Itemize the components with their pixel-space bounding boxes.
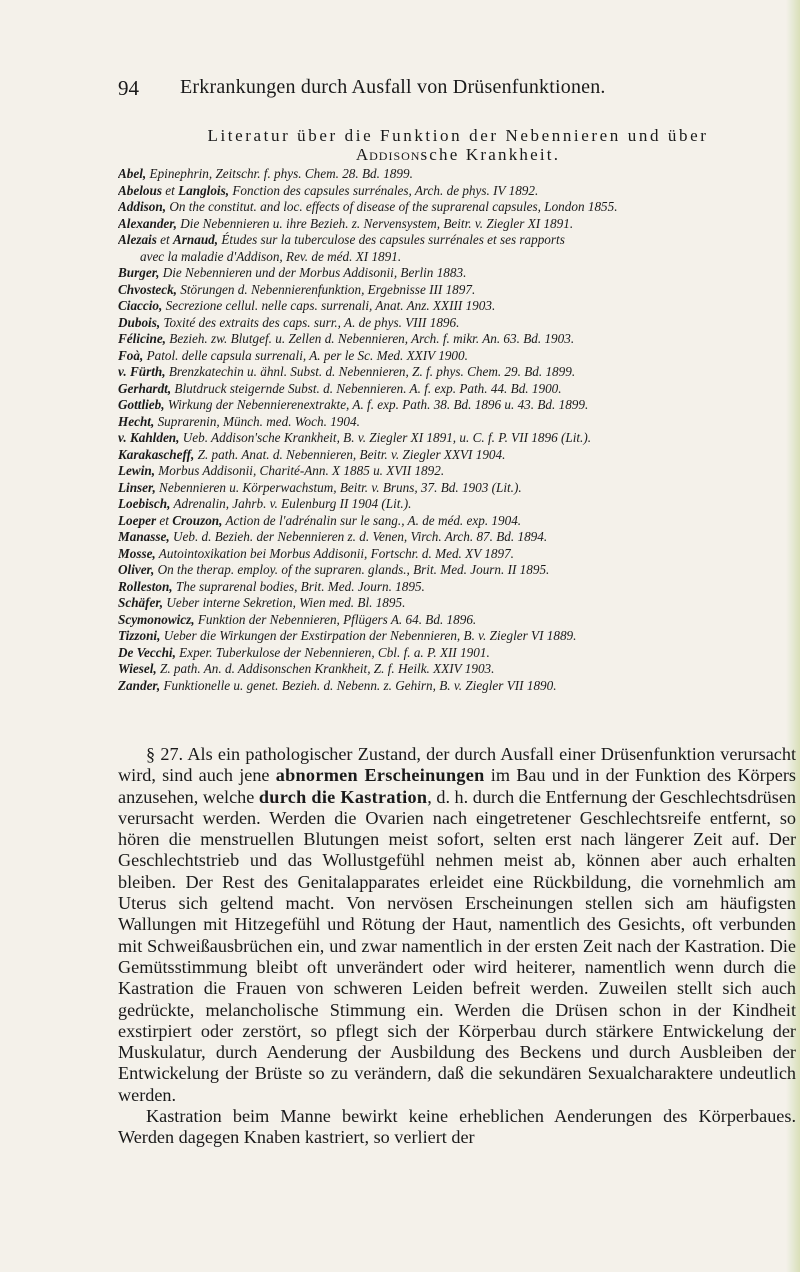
reference-text: Toxité des extraits des caps. surr., A. de phys. VIII 1896. — [160, 314, 460, 330]
reference-entry — [118, 480, 798, 497]
reference-text: avec la maladie d'Addison, Rev. de méd. XI 1891. — [140, 248, 402, 264]
reference-entry — [118, 447, 798, 464]
reference-entry — [118, 397, 798, 414]
reference-text: Z. path. An. d. Addisonschen Krankheit, Z. f. Heilk. XXIV 1903. — [156, 661, 495, 676]
reference-text: Fonction des capsules surrénales, Arch. de phys. IV 1892. — [229, 182, 539, 198]
reference-text: Secrezione cellul. nelle caps. surrenali, Anat. Anz. XXIII 1903. — [162, 298, 496, 313]
reference-entry — [118, 364, 798, 381]
reference-author: Manasse, — [118, 529, 170, 544]
reference-text: Die Nebennieren u. ihre Bezieh. z. Nervensystem, Beitr. v. Ziegler XI 1891. — [176, 215, 574, 231]
reference-text: Blutdruck steigernde Subst. d. Nebennieren. A. f. exp. Path. 44. Bd. 1900. — [171, 380, 562, 396]
reference-entry — [118, 529, 798, 546]
reference-text: Bezieh. zw. Blutgef. u. Zellen d. Nebennieren, Arch. f. mikr. An. 63. Bd. 1903. — [165, 331, 575, 346]
reference-author: Abel, — [118, 166, 147, 181]
reference-author: De Vecchi, — [118, 644, 176, 660]
reference-text: Ueb. Addison'sche Krankheit, B. v. Ziegler XI 1891, u. C. f. P. VII 1896 (Lit.). — [179, 430, 592, 445]
reference-coauthor: Crouzon, — [172, 512, 223, 528]
reference-entry — [118, 249, 798, 266]
reference-author: Wiesel, — [118, 661, 157, 676]
p1-part-b: im Bau und in der Funktion des Körpers anzusehen, welche — [118, 765, 796, 807]
reference-list — [118, 166, 798, 694]
reference-author: Foà, — [118, 347, 144, 363]
reference-author: Dubois, — [118, 314, 161, 330]
reference-text: Action de l'adrénalin sur le sang., A. de méd. exp. 1904. — [222, 512, 522, 528]
reference-text: Brenzkatechin u. ähnl. Subst. d. Nebennieren, Z. f. phys. Chem. 29. Bd. 1899. — [165, 364, 576, 379]
reference-entry — [118, 414, 798, 431]
reference-author: Loeper — [118, 512, 157, 528]
reference-text: Ueber die Wirkungen der Exstirpation der Nebennieren, B. v. Ziegler VI 1889. — [160, 628, 577, 643]
p1-part-c: , d. h. durch die Entfernung der Geschlechtsdrüsen verursacht werden. Werden die Ovarien nach eingetretener Geschlechtsreife entfernt, so hören die menstruellen Blutungen meist sofort, selten erst nach längerer Zeit auf. Der Geschlechtstrieb und das Wollustgefühl nehmen meist ab, können aber auch erhalten bleiben. Der Rest des Genitalapparates erleidet eine Rückbildung, die vornehmlich am Uterus sich geltend macht. Von nervösen Erscheinungen stellen sich am häufigsten Wallungen mit Hitzegefühl und Rötung der Haut, namentlich des Gesichts, oft verbunden mit Schweißausbrüchen ein, und zwar namentlich in der ersten Zeit nach der Kastration. Die Gemütsstimmung bleibt oft unverändert oder wird heiterer, namentlich wenn durch die Kastration die Frauen von schweren Leiden befreit werden. Zuweilen stellt sich auch gedrückte, melancholische Stimmung ein. Werden die Drüsen schon in der Kindheit exstirpiert oder zerstört, so pflegt sich der Körperbau durch stärkere Entwickelung der Muskulatur, durch Aenderung der Ausbildung des Beckens und durch Ausbleiben der Entwickelung der Brüste so zu verändern, daß die sekundären Sexualcharaktere undeutlich werden. — [118, 786, 796, 1105]
p1-emphasis-2: durch die Kastration — [258, 786, 428, 807]
reference-text: Ueb. d. Bezieh. der Nebennieren z. d. Venen, Virch. Arch. 87. Bd. 1894. — [169, 529, 548, 544]
literature-title-line1: Literatur über die Funktion der Nebennieren und über — [207, 126, 709, 145]
reference-author: Karakascheff, — [118, 446, 195, 462]
reference-author: Chvosteck, — [118, 281, 177, 297]
reference-text: Adrenalin, Jahrb. v. Eulenburg II 1904 (Lit.). — [170, 496, 412, 511]
section-27 — [118, 744, 796, 1149]
reference-text: Patol. delle capsula surrenali, A. per le Sc. Med. XXIV 1900. — [143, 347, 468, 363]
reference-author: Zander, — [118, 677, 161, 693]
reference-entry — [118, 331, 798, 348]
reference-author: Linser, — [118, 479, 156, 495]
reference-entry — [118, 562, 798, 579]
reference-entry — [118, 628, 798, 645]
reference-entry — [118, 513, 798, 530]
reference-author: Schäfer, — [118, 595, 164, 610]
reference-coauthor: Arnaud, — [172, 232, 219, 247]
reference-text: Morbus Addisonii, Charité-Ann. X 1885 u. XVII 1892. — [155, 463, 445, 478]
reference-text: Störungen d. Nebennierenfunktion, Ergebnisse III 1897. — [176, 281, 476, 297]
reference-author: Abelous — [118, 182, 162, 198]
reference-entry — [118, 661, 798, 678]
reference-author: Loebisch, — [118, 496, 171, 511]
reference-entry — [118, 348, 798, 365]
reference-author: Félicine, — [118, 331, 166, 346]
reference-text: Die Nebennieren und der Morbus Addisonii, Berlin 1883. — [159, 265, 467, 280]
reference-text: Ueber interne Sekretion, Wien med. Bl. 1895. — [163, 595, 406, 610]
reference-coauthor: Langlois, — [178, 182, 230, 198]
reference-entry — [118, 315, 798, 332]
reference-entry — [118, 546, 798, 563]
addison-small-caps: Addison — [355, 145, 421, 164]
reference-author: Oliver, — [118, 562, 155, 577]
reference-entry — [118, 496, 798, 513]
reference-entry — [118, 595, 798, 612]
reference-entry — [118, 579, 798, 596]
reference-author: v. Fürth, — [118, 364, 166, 379]
reference-author: Gottlieb, — [118, 397, 165, 412]
reference-text: Études sur la tuberculose des capsules surrénales et ses rapports — [218, 232, 565, 247]
literature-title — [118, 126, 798, 164]
reference-entry — [118, 612, 798, 629]
p1-part-a: § 27. Als ein pathologischer Zustand, der durch Ausfall einer Drüsenfunktion verursacht wird, sind auch jene — [118, 744, 796, 786]
reference-entry — [118, 232, 798, 249]
reference-author: Rolleston, — [118, 578, 173, 594]
paragraph-1 — [118, 744, 796, 1106]
reference-text: et — [156, 512, 173, 528]
reference-entry — [118, 183, 798, 200]
reference-entry — [118, 199, 798, 216]
reference-entry — [118, 430, 798, 447]
reference-entry — [118, 166, 798, 183]
page-header — [0, 76, 800, 106]
literature-title-line2-rest: sche Krankheit. — [420, 145, 561, 164]
reference-entry — [118, 645, 798, 662]
reference-text: Z. path. Anat. d. Nebennieren, Beitr. v. Ziegler XXVI 1904. — [194, 446, 506, 462]
reference-text: et — [161, 182, 179, 198]
paragraph-2: Kastration beim Manne bewirkt keine erheblichen Aenderungen des Körperbaues. Werden dagegen Knaben kastriert, so verliert der — [118, 1106, 796, 1148]
reference-text: The suprarenal bodies, Brit. Med. Journ. 1895. — [172, 578, 425, 594]
reference-author: Addison, — [118, 199, 167, 214]
reference-entry — [118, 265, 798, 282]
reference-entry — [118, 298, 798, 315]
reference-entry — [118, 678, 798, 695]
reference-author: Alexander, — [118, 215, 177, 231]
reference-author: Ciaccio, — [118, 298, 163, 313]
reference-entry — [118, 216, 798, 233]
reference-text: Suprarenin, Münch. med. Woch. 1904. — [154, 413, 360, 429]
reference-author: Scymonowicz, — [118, 611, 195, 627]
reference-text: Funktion der Nebennieren, Pflügers A. 64. Bd. 1896. — [194, 611, 477, 627]
reference-text: On the therap. employ. of the supraren. glands., Brit. Med. Journ. II 1895. — [154, 562, 550, 577]
reference-text: Epinephrin, Zeitschr. f. phys. Chem. 28. Bd. 1899. — [146, 166, 413, 181]
reference-author: Gerhardt, — [118, 380, 172, 396]
reference-author: Burger, — [118, 265, 160, 280]
p1-emphasis-1: abnormen Erscheinungen — [275, 765, 485, 786]
reference-text: Wirkung der Nebennierenextrakte, A. f. exp. Path. 38. Bd. 1896 u. 43. Bd. 1899. — [164, 397, 589, 412]
literature-title-line2 — [118, 145, 798, 164]
running-head: Erkrankungen durch Ausfall von Drüsenfunktionen. — [180, 76, 606, 98]
reference-entry — [118, 463, 798, 480]
reference-author: v. Kahlden, — [118, 430, 180, 445]
page-number: 94 — [118, 76, 139, 100]
reference-text: Exper. Tuberkulose der Nebennieren, Cbl. f. a. P. XII 1901. — [175, 644, 490, 660]
reference-author: Lewin, — [118, 463, 155, 478]
reference-entry — [118, 381, 798, 398]
reference-author: Alezais — [118, 232, 157, 247]
reference-entry — [118, 282, 798, 299]
reference-author: Mosse, — [118, 545, 156, 561]
reference-text: Autointoxikation bei Morbus Addisonii, Fortschr. d. Med. XV 1897. — [155, 545, 514, 561]
reference-author: Hecht, — [118, 413, 155, 429]
reference-author: Tizzoni, — [118, 628, 161, 643]
reference-text: et — [156, 232, 173, 247]
reference-text: Nebennieren u. Körperwachstum, Beitr. v. Bruns, 37. Bd. 1903 (Lit.). — [155, 479, 522, 495]
reference-text: Funktionelle u. genet. Bezieh. d. Nebenn. z. Gehirn, B. v. Ziegler VII 1890. — [160, 677, 557, 693]
reference-text: On the constitut. and loc. effects of disease of the suprarenal capsules, London 1855. — [166, 199, 618, 214]
